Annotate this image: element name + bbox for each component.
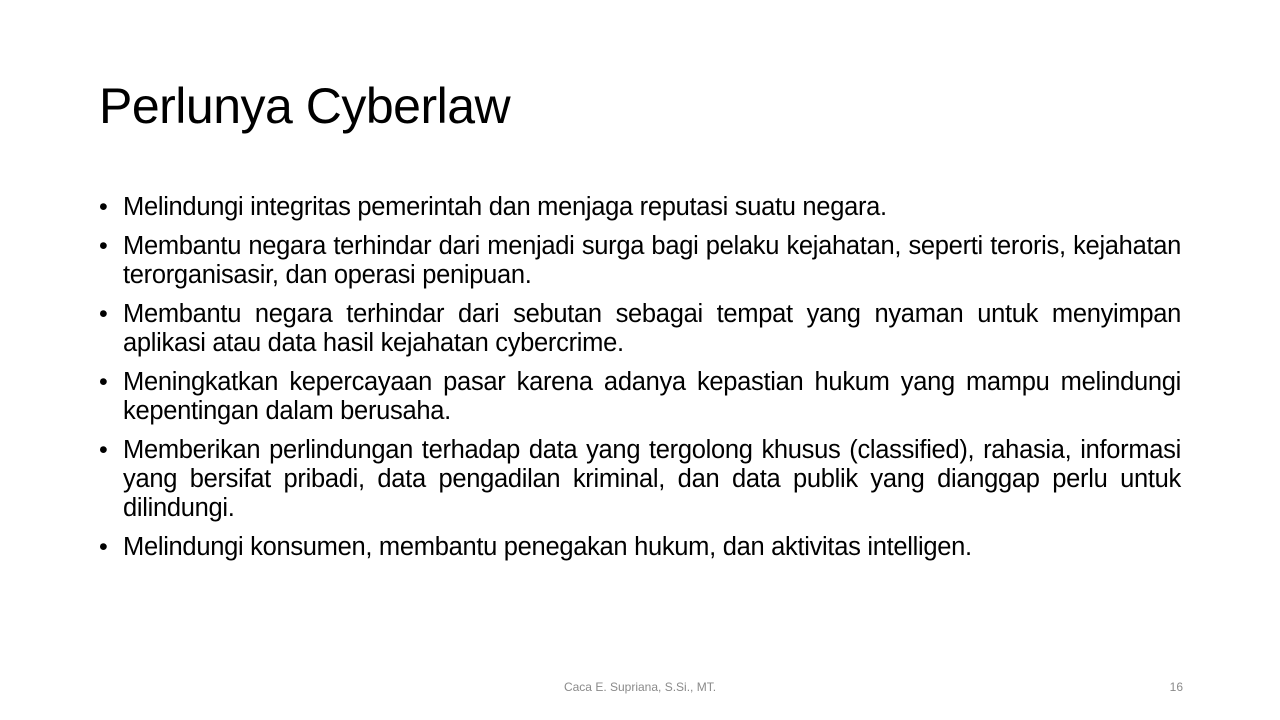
bullet-text: Memberikan perlindungan terhadap data yang tergolong khusus (classified), rahasia, informasi yang bersifat pribadi, data pengadilan kriminal, dan data publik yang dianggap perlu untuk dilindungi. [123, 436, 1181, 522]
bullet-item [99, 193, 1181, 222]
bullet-text: Meningkatkan kepercayaan pasar karena adanya kepastian hukum yang mampu melindungi kepentingan dalam berusaha. [123, 368, 1181, 425]
bullet-dot-icon: • [99, 300, 108, 328]
slide-title: Perlunya Cyberlaw [99, 78, 511, 134]
bullet-item [99, 300, 1181, 358]
bullet-text: Membantu negara terhindar dari menjadi surga bagi pelaku kejahatan, seperti teroris, kejahatan terorganisasir, dan operasi penipuan. [123, 232, 1181, 289]
bullet-list [99, 193, 1181, 572]
bullet-text: Melindungi konsumen, membantu penegakan hukum, dan aktivitas intelligen. [123, 533, 972, 561]
bullet-item [99, 368, 1181, 426]
bullet-item [99, 436, 1181, 523]
bullet-dot-icon: • [99, 436, 108, 464]
bullet-text: Membantu negara terhindar dari sebutan sebagai tempat yang nyaman untuk menyimpan aplikasi atau data hasil kejahatan cybercrime. [123, 300, 1181, 357]
bullet-text: Melindungi integritas pemerintah dan menjaga reputasi suatu negara. [123, 193, 887, 221]
bullet-dot-icon: • [99, 193, 108, 221]
bullet-dot-icon: • [99, 368, 108, 396]
page-number: 16 [1169, 680, 1183, 694]
bullet-dot-icon: • [99, 232, 108, 260]
bullet-item [99, 232, 1181, 290]
bullet-dot-icon: • [99, 533, 108, 561]
footer-author: Caca E. Supriana, S.Si., MT. [563, 680, 717, 694]
bullet-item [99, 533, 1181, 562]
